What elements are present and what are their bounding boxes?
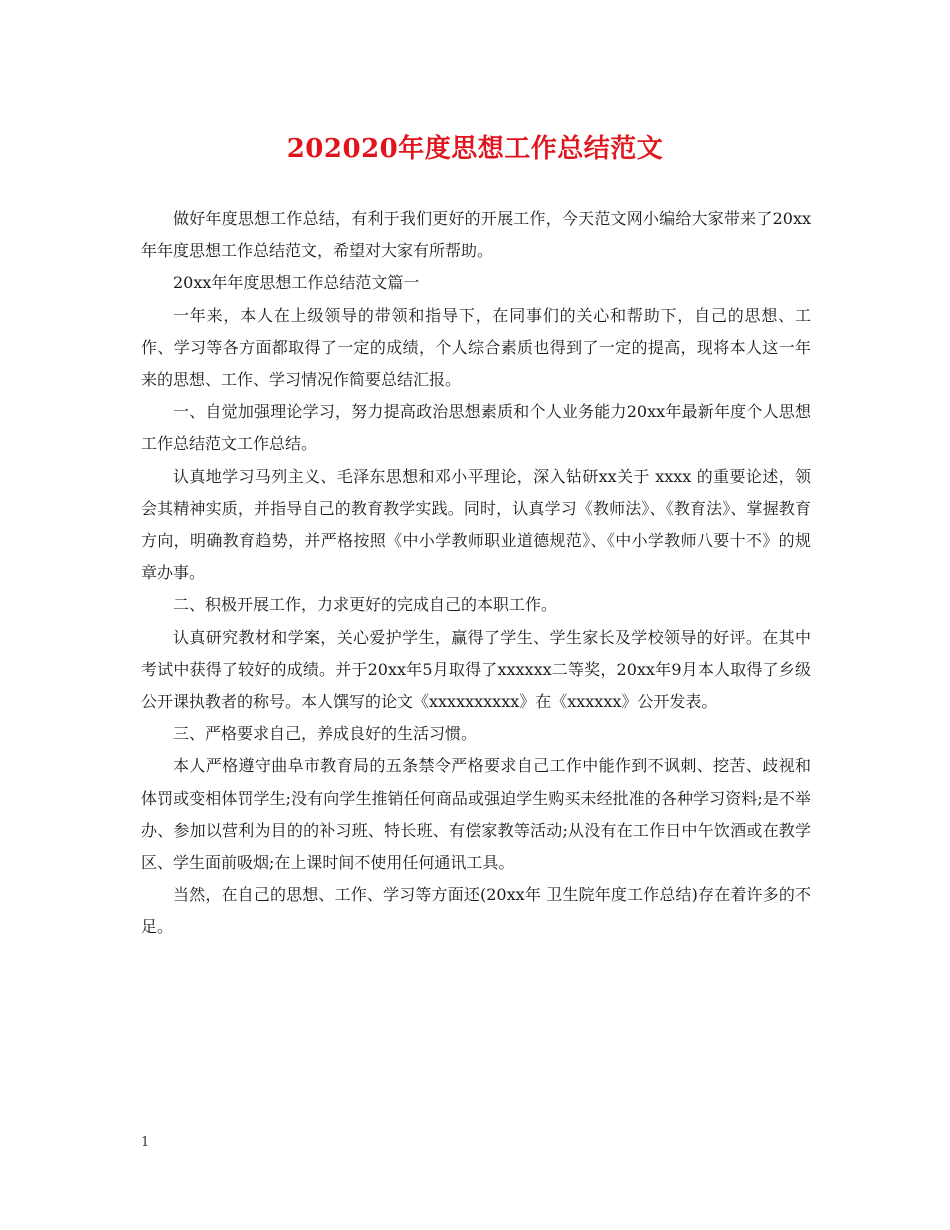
paragraph-section-heading: 20xx年年度思想工作总结范文篇一 — [173, 273, 420, 293]
paragraph-discipline: 本人严格遵守曲阜市教育局的五条禁令严格要求自己工作中能作到不讽刺、挖苦、歧视和体罚或变相体罚学生;没有向学生推销任何商品或强迫学生购买未经批准的各种学习资料;是不举办、参加以营利为目的的补习班、特长班、有偿家教等活动;从没有在工作日中午饮酒或在教学区、学生面前吸烟;在上课时间不使用任何通讯工具。 — [141, 756, 811, 873]
paragraph-heading-two: 二、积极开展工作，力求更好的完成自己的本职工作。 — [173, 595, 558, 615]
paragraph-intro: 做好年度思想工作总结，有利于我们更好的开展工作，今天范文网小编给大家带来了20xx年年度思想工作总结范文，希望对大家有所帮助。 — [141, 209, 811, 261]
document-body — [141, 203, 811, 944]
paragraph-shortcomings: 当然，在自己的思想、工作、学习等方面还(20xx年 卫生院年度工作总结)存在着许多的不足。 — [141, 885, 811, 937]
paragraph-heading-one: 一、自觉加强理论学习，努力提高政治思想素质和个人业务能力20xx年最新年度个人思想工作总结范文工作总结。 — [141, 402, 811, 454]
page-number: 1 — [141, 1135, 150, 1150]
paragraph-theory-study: 认真地学习马列主义、毛泽东思想和邓小平理论，深入钻研xx关于 xxxx 的重要论述，领会其精神实质，并指导自己的教育教学实践。同时，认真学习《教师法》、《教育法》、掌握教育方向，明确教育趋势，并严格按照《中小学教师职业道德规范》、《中小学教师八要十不》的规章办事。 — [141, 466, 811, 583]
paragraph-teaching-work: 认真研究教材和学案，关心爱护学生，赢得了学生、学生家长及学校领导的好评。在其中考试中获得了较好的成绩。并于20xx年5月取得了xxxxxx二等奖，20xx年9月本人取得了乡级公开课执教者的称号。本人馔写的论文《xxxxxxxxxx》在《xxxxxx》公开发表。 — [141, 627, 811, 712]
paragraph-heading-three: 三、严格要求自己，养成良好的生活习惯。 — [173, 724, 478, 744]
document-title: 202020年度思想工作总结范文 — [286, 134, 664, 164]
paragraph-overview: 一年来，本人在上级领导的带领和指导下，在同事们的关心和帮助下，自己的思想、工作、学习等各方面都取得了一定的成绩，个人综合素质也得到了一定的提高，现将本人这一年来的思想、工作、学习情况作简要总结汇报。 — [141, 305, 811, 390]
